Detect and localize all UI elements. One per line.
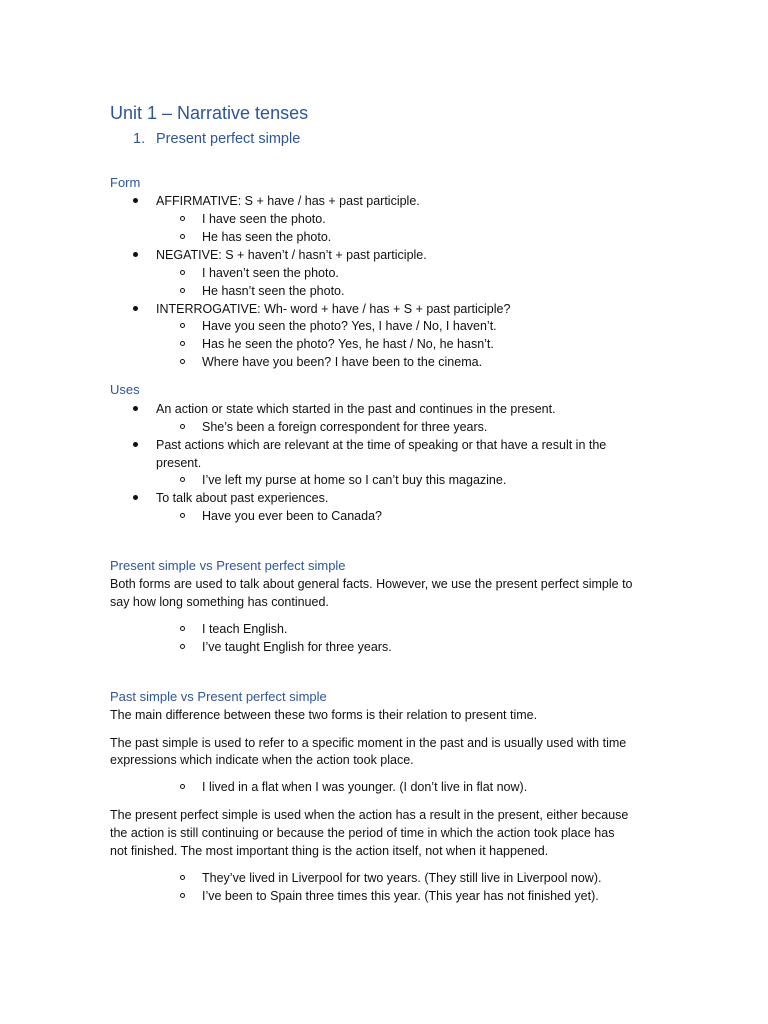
example-line: I haven’t seen the photo. xyxy=(202,266,339,280)
bullet-icon xyxy=(133,198,138,203)
sub-bullet-icon xyxy=(180,644,185,649)
paragraph-line: the action is still continuing or because the period of time in which the action took place has xyxy=(110,826,615,840)
example-line: I teach English. xyxy=(202,622,288,636)
sub-bullet-icon xyxy=(180,784,185,789)
ps-vs-pps-heading: Present simple vs Present perfect simple xyxy=(110,558,346,573)
section-title: Present perfect simple xyxy=(156,131,301,147)
sub-bullet-icon xyxy=(180,424,185,429)
sub-bullet-icon xyxy=(180,234,185,239)
paragraph-line: say how long something has continued. xyxy=(110,595,329,609)
sub-bullet-icon xyxy=(180,270,185,275)
example-line: Have you seen the photo? Yes, I have / No, I haven’t. xyxy=(202,319,497,333)
sub-bullet-icon xyxy=(180,288,185,293)
paragraph-line: The present perfect simple is used when the action has a result in the present, either because xyxy=(110,808,629,822)
use-item: Past actions which are relevant at the time of speaking or that have a result in the xyxy=(156,438,607,452)
paragraph-line: The past simple is used to refer to a specific moment in the past and is usually used with time xyxy=(110,736,627,750)
example-line: Have you ever been to Canada? xyxy=(202,509,382,523)
sub-bullet-icon xyxy=(180,341,185,346)
example-line: I’ve taught English for three years. xyxy=(202,640,392,654)
example-line: They’ve lived in Liverpool for two years. (They still live in Liverpool now). xyxy=(202,871,602,885)
bullet-icon xyxy=(133,442,138,447)
example-line: He hasn’t seen the photo. xyxy=(202,284,345,298)
use-item: To talk about past experiences. xyxy=(156,491,329,505)
paragraph-line: expressions which indicate when the action took place. xyxy=(110,753,414,767)
negative-rule: NEGATIVE: S + haven’t / hasn’t + past participle. xyxy=(156,248,427,262)
paragraph-line: The main difference between these two forms is their relation to present time. xyxy=(110,708,538,722)
uses-heading: Uses xyxy=(110,382,140,397)
example-line: She’s been a foreign correspondent for three years. xyxy=(202,420,488,434)
paragraph-line: not finished. The most important thing is the action itself, not when it happened. xyxy=(110,844,549,858)
sub-bullet-icon xyxy=(180,513,185,518)
sub-bullet-icon xyxy=(180,477,185,482)
example-line: Where have you been? I have been to the cinema. xyxy=(202,355,483,369)
use-item-continued: present. xyxy=(156,456,202,470)
example-line: I lived in a flat when I was younger. (I don’t live in flat now). xyxy=(202,780,528,794)
bullet-icon xyxy=(133,306,138,311)
form-heading: Form xyxy=(110,175,141,190)
sub-bullet-icon xyxy=(180,359,185,364)
sub-bullet-icon xyxy=(180,216,185,221)
example-line: He has seen the photo. xyxy=(202,230,332,244)
bullet-icon xyxy=(133,495,138,500)
sub-bullet-icon xyxy=(180,626,185,631)
bullet-icon xyxy=(133,252,138,257)
sub-bullet-icon xyxy=(180,875,185,880)
use-item: An action or state which started in the past and continues in the present. xyxy=(156,402,556,416)
paragraph-line: Both forms are used to talk about general facts. However, we use the present perfect simple to xyxy=(110,577,633,591)
past-vs-pps-heading: Past simple vs Present perfect simple xyxy=(110,689,327,704)
example-line: I’ve left my purse at home so I can’t buy this magazine. xyxy=(202,473,507,487)
example-line: I have seen the photo. xyxy=(202,212,326,226)
sub-bullet-icon xyxy=(180,893,185,898)
bullet-icon xyxy=(133,406,138,411)
example-line: I’ve been to Spain three times this year. (This year has not finished yet). xyxy=(202,889,599,903)
doc-title: Unit 1 – Narrative tenses xyxy=(110,103,309,123)
interrogative-rule: INTERROGATIVE: Wh- word + have / has + S + past participle? xyxy=(156,302,511,316)
sub-bullet-icon xyxy=(180,323,185,328)
affirmative-rule: AFFIRMATIVE: S + have / has + past participle. xyxy=(156,194,420,208)
example-line: Has he seen the photo? Yes, he hast / No, he hasn’t. xyxy=(202,337,494,351)
section-number: 1. xyxy=(133,131,146,147)
